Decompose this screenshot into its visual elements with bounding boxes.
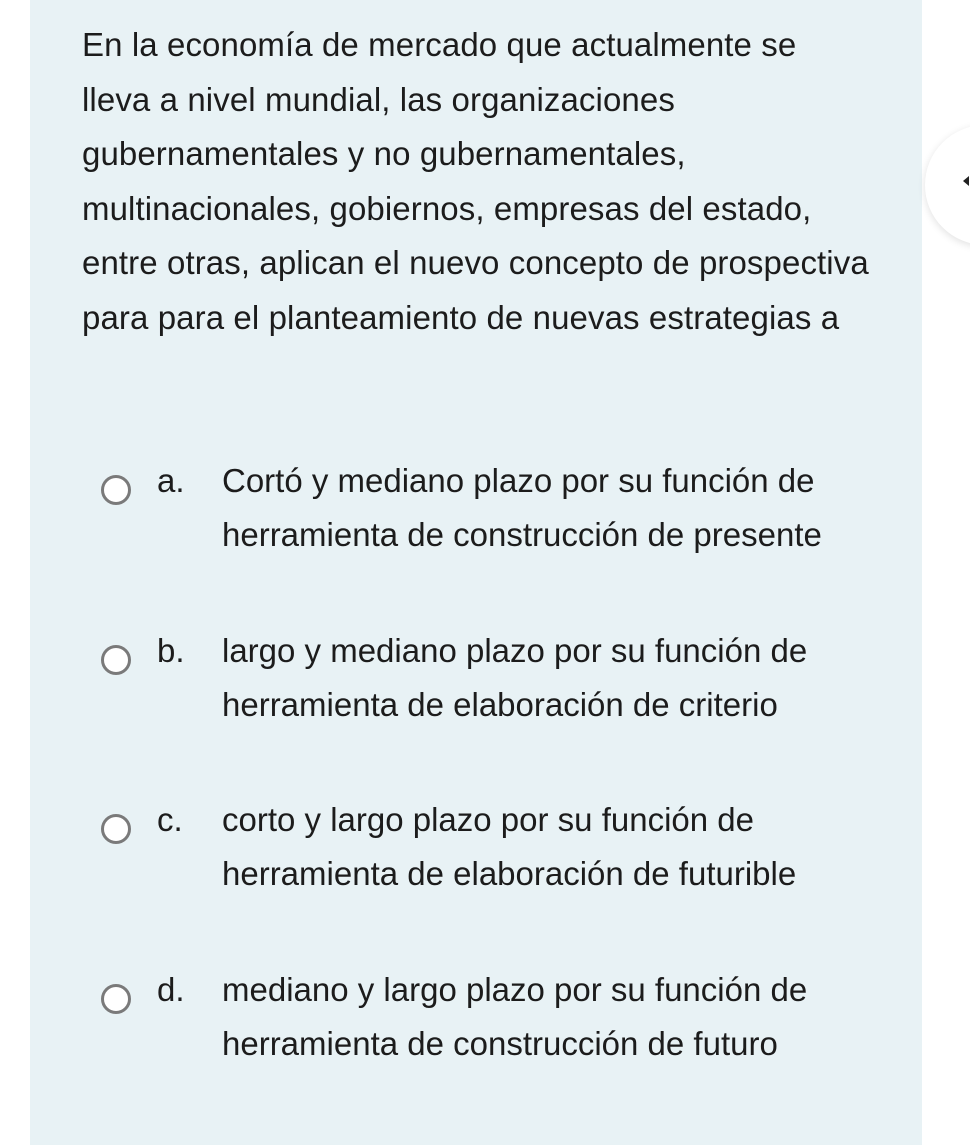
option-letter: b. [157,632,185,669]
option-d[interactable] [0,963,970,1123]
option-text: Cortó y mediano plazo por su función de herramienta de construcción de presente [222,462,822,553]
radio-unchecked-icon[interactable] [101,645,131,675]
chevron-left-icon [963,176,969,186]
option-letter: c. [157,801,183,838]
question-text: En la economía de mercado que actualmente se lleva a nivel mundial, las organizaciones gubernamentales y no gubernamentales, multinacionales, gobiernos, empresas del estado, entre otras, aplican el nuevo concepto de prospectiva para para el planteamiento de nuevas estrategias a [82,26,869,336]
radio-unchecked-icon[interactable] [101,475,131,505]
option-b[interactable] [0,624,970,784]
radio-unchecked-icon[interactable] [101,984,131,1014]
option-text: mediano y largo plazo por su función de herramienta de construcción de futuro [222,971,808,1062]
option-text: corto y largo plazo por su función de herramienta de elaboración de futurible [222,801,797,892]
option-a[interactable] [0,454,970,614]
option-text: largo y mediano plazo por su función de herramienta de elaboración de criterio [222,632,808,723]
option-c[interactable] [0,793,970,953]
option-letter: d. [157,971,185,1008]
radio-unchecked-icon[interactable] [101,814,131,844]
option-letter: a. [157,462,185,499]
